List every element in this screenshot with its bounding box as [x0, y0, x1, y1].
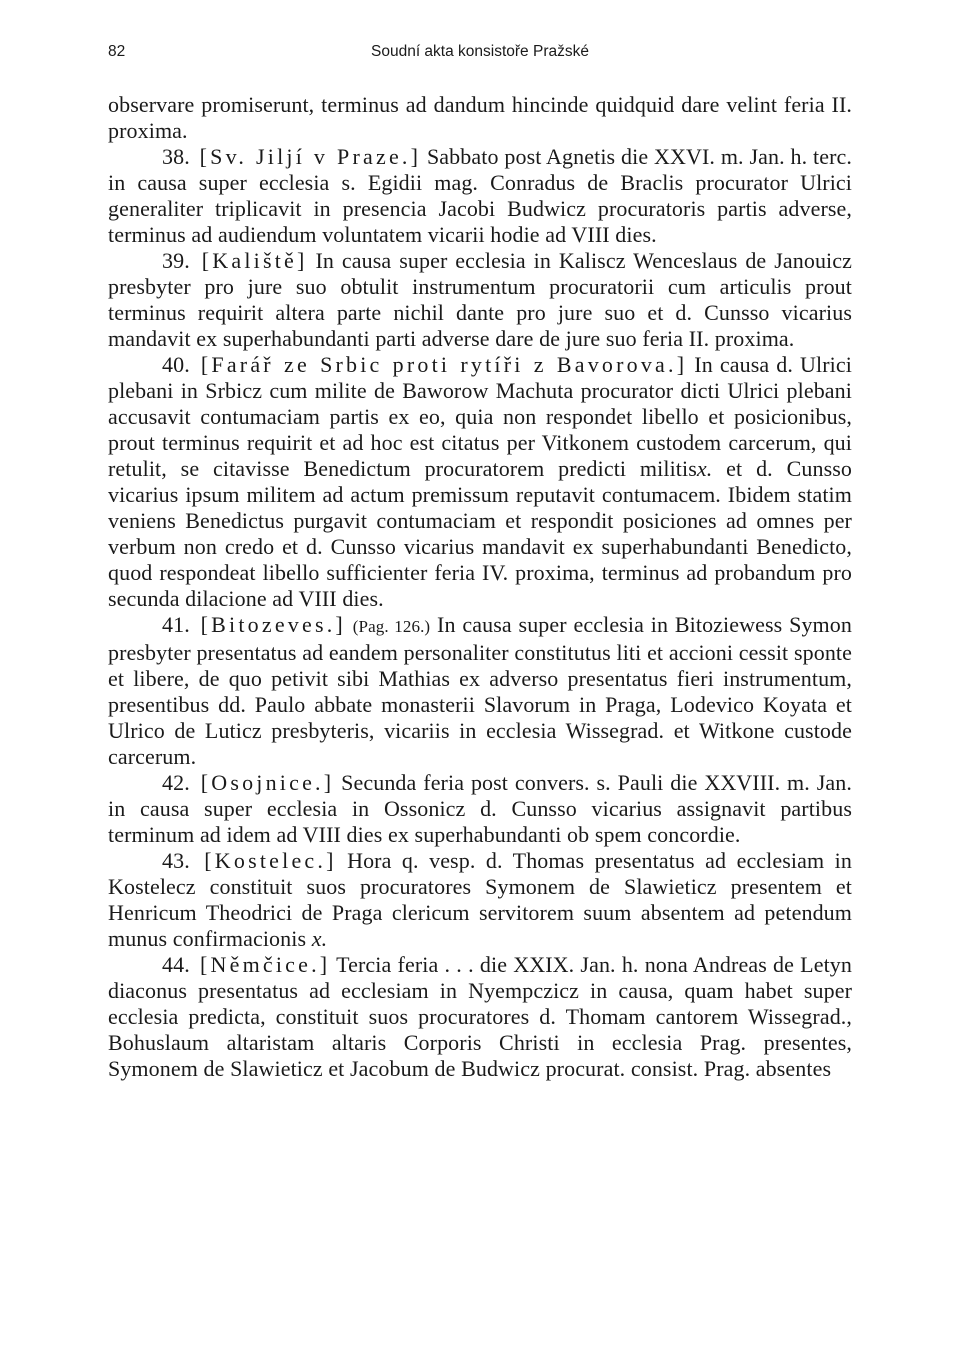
- entry-text: In causa super ecclesia in Kaliscz Wenceslaus de Janouicz presbyter pro jure suo obtulit instrumentum procuratorii cum articulis prout terminus requirit altera parte nichil dante pro jure suo et d. Cunsso vicarius mandavit ex superhabundanti parti adverse dare de jure suo feria II. proxima.: [108, 248, 852, 351]
- page-header: [108, 40, 852, 64]
- running-head: Soudní akta konsistoře Pražské: [371, 43, 589, 60]
- entry-40: [108, 352, 852, 612]
- entry-number: 39.: [162, 248, 190, 273]
- entry-number: 41.: [162, 612, 190, 637]
- entry-place: [Farář ze Srbic proti rytíři z Bavorova.]: [200, 352, 688, 377]
- entry-text: Tercia feria . . . die XXIX. Jan. h. nona Andreas de Letyn diaconus presentatus ad ecclesiam in Nyempczicz in causa, quam habet super ecclesia predicta, constituit suos procuratores d. Thomam cantorem Wissegrad., Bohuslaum altaristam altaris Corporis Christi in ecclesia Prag. presentes, Symonem de Slawieticz et Jacobum de Budwicz procurat. consist. Prag. absentes: [108, 952, 852, 1081]
- entry-number: 38.: [162, 144, 190, 169]
- entry-place: [Bitozeves.]: [200, 612, 346, 637]
- entry-39: [108, 248, 852, 352]
- entry-44: [108, 952, 852, 1082]
- entry-number: 42.: [162, 770, 190, 795]
- abbreviation-mark: x.: [696, 456, 713, 481]
- entry-text: Secunda feria post convers. s. Pauli die XXVIII. m. Jan. in causa super ecclesia in Ossonicz d. Cunsso vicarius assignavit partibus terminum ad idem ad VIII dies ex superhabundanti ob spem concordie.: [108, 770, 852, 847]
- entry-text: Hora q. vesp. d. Thomas presentatus ad ecclesiam in Kostelecz constituit suos procuratores Symonem de Slawieticz presentem et Henricum Theodrici de Praga clericum servitorem suum absentem ad petendum munus confirmacionis: [108, 848, 852, 951]
- entry-38: [108, 144, 852, 248]
- entry-place: [Kostelec.]: [204, 848, 337, 873]
- entry-43: [108, 848, 852, 952]
- entry-41: [108, 612, 852, 770]
- entry-text: In causa d. Ulrici plebani in Srbicz cum milite de Baworow Machuta procurator dicti Ulrici plebani accusavit contumaciam partis ex eo, quia non respondet libello et posicionibus, prout terminus requirit et ad hoc est citatus per Vitkonem custodem carcerum, qui retulit, se citavisse Benedictum procuratorem predicti militis: [108, 352, 852, 481]
- page-number: 82: [108, 43, 126, 60]
- entry-text-continued: et d. Cunsso vicarius ipsum militem ad actum premissum reputavit contumacem. Ibidem statim veniens Benedictus purgavit contumaciam et respondit posiciones ad omnes per verbum non credo et d. Cunsso vicarius mandavit ex superhabundanti Benedicto, quod respondeat libello sufficienter feria IV. proxima, terminus ad probandum pro secunda dilacione ad VIII dies.: [108, 456, 852, 611]
- entry-number: 43.: [162, 848, 190, 873]
- entry-text: In causa super ecclesia in Bitoziewess Symon presbyter presentatus ad eandem personaliter constitutus liti et accioni cessit sponte et libere, de quo petivit sibi Mathias ex adverso presentatus fieri instrumentum, presentibus dd. Paulo abbate monasterii Slavorum in Praga, Lodevico Koyata et Ulrico de Luticz presbyteris, vicariis in ecclesia Wissegrad. et Witkone custode carcerum.: [108, 612, 852, 769]
- entry-place: [Němčice.]: [200, 952, 331, 977]
- entry-place: [Sv. Jiljí v Praze.]: [199, 144, 422, 169]
- entry-number: 44.: [162, 952, 190, 977]
- book-page: [108, 40, 852, 1082]
- body-text: [108, 92, 852, 1082]
- entry-number: 40.: [162, 352, 190, 377]
- entry-place: [Osojnice.]: [200, 770, 335, 795]
- entry-place: [Kaliště]: [201, 248, 308, 273]
- entry-42: [108, 770, 852, 848]
- abbreviation-mark: x.: [311, 926, 328, 951]
- entry-text: Sabbato post Agnetis die XXVI. m. Jan. h. terc. in causa super ecclesia s. Egidii mag. Conradus de Braclis procurator Ulrici generaliter triplicavit in presencia Jacobi Budwicz procuratoris partis adverse, terminus ad audiendum voluntatem vicarii hodie ad VIII dies.: [108, 144, 852, 247]
- page-reference: (Pag. 126.): [352, 617, 431, 636]
- intro-paragraph: observare promiserunt, terminus ad dandum hincinde quidquid dare velint feria II. proxima.: [108, 92, 852, 143]
